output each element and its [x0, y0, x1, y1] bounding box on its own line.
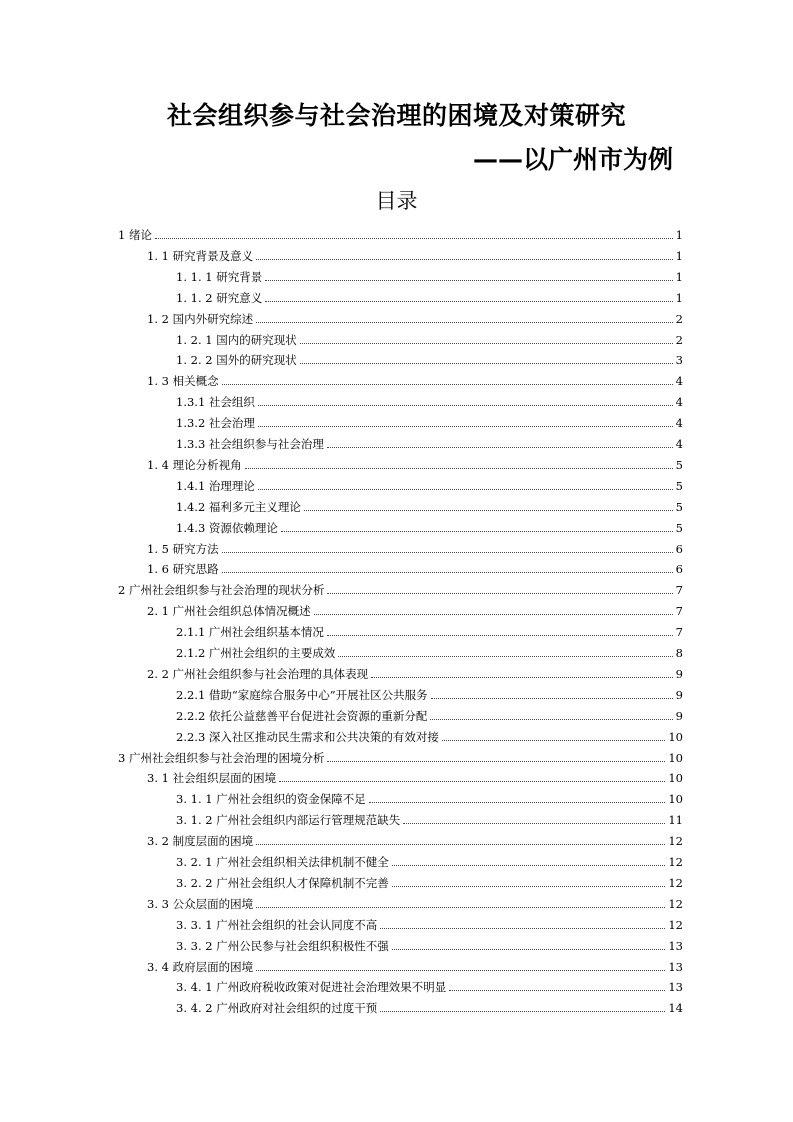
- toc-entry-label: 3. 3 公众层面的困境: [147, 896, 254, 911]
- toc-entry-label: 1. 2. 1 国内的研究现状: [176, 332, 297, 347]
- toc-entry-label: 2.2.2 依托公益慈善平台促进社会资源的重新分配: [176, 708, 428, 723]
- toc-dot-leader: [155, 238, 673, 239]
- toc-entry-label: 1.4.2 福利多元主义理论: [176, 499, 301, 514]
- toc-dot-leader: [256, 970, 665, 971]
- toc-dot-leader: [222, 572, 673, 573]
- toc-entry-page-number: 7: [675, 583, 683, 598]
- toc-entry-label: 3. 1. 2 广州社会组织内部运行管理规范缺失: [176, 813, 401, 828]
- toc-entry[interactable]: [147, 661, 683, 681]
- toc-entry-label: 3. 2. 1 广州社会组织相关法律机制不健全: [176, 855, 389, 869]
- toc-entry[interactable]: [176, 786, 683, 806]
- toc-dot-leader: [258, 489, 673, 490]
- document-title: 社会组织参与社会治理的困境及对策研究: [166, 101, 626, 130]
- toc-entry-label: 3. 4 政府层面的困境: [147, 959, 254, 974]
- toc-entry[interactable]: [147, 765, 683, 785]
- toc-dot-leader: [392, 886, 666, 887]
- toc-entry[interactable]: [176, 494, 683, 514]
- toc-entry[interactable]: [176, 264, 683, 284]
- toc-dot-leader: [304, 510, 673, 511]
- toc-entry-page-number: 3: [675, 353, 683, 368]
- toc-entry[interactable]: [176, 347, 683, 367]
- toc-entry[interactable]: [176, 912, 683, 932]
- toc-entry-page-number: 5: [675, 499, 683, 514]
- toc-dot-leader: [256, 907, 665, 908]
- toc-entry[interactable]: [176, 974, 683, 994]
- toc-entry-page-number: 2: [675, 332, 683, 347]
- toc-dot-leader: [222, 384, 673, 385]
- toc-entry-label: 1.3.3 社会组织参与社会治理: [176, 437, 324, 451]
- toc-entry-page-number: 11: [668, 813, 683, 828]
- toc-entry-page-number: 5: [675, 478, 683, 493]
- toc-entry-page-number: 1: [675, 228, 683, 242]
- toc-dot-leader: [431, 698, 673, 699]
- toc-entry-label: 3. 3. 2 广州公民参与社会组织积极性不强: [176, 938, 389, 953]
- toc-dot-leader: [327, 761, 665, 762]
- toc-entry-page-number: 14: [668, 1001, 683, 1016]
- toc-entry[interactable]: [176, 285, 683, 305]
- toc-entry-label: 1. 2. 2 国外的研究现状: [176, 353, 297, 368]
- toc-entry[interactable]: [176, 682, 683, 702]
- toc-entry-page-number: 10: [668, 750, 683, 765]
- toc-entry-label: 2. 2 广州社会组织参与社会治理的具体表现: [147, 666, 369, 681]
- toc-dot-leader: [300, 343, 673, 344]
- toc-entry-label: 3. 1. 1 广州社会组织的资金保障不足: [176, 792, 366, 807]
- toc-entry[interactable]: [176, 619, 683, 639]
- toc-entry-label: 3. 2 制度层面的困境: [147, 834, 254, 849]
- toc-entry-label: 1. 5 研究方法: [147, 541, 219, 556]
- toc-entry[interactable]: [176, 389, 683, 409]
- toc-entry[interactable]: [176, 431, 683, 451]
- toc-entry-page-number: 13: [668, 959, 683, 974]
- toc-entry[interactable]: [147, 598, 683, 618]
- toc-entry[interactable]: [147, 243, 683, 263]
- toc-entry-page-number: 9: [675, 666, 683, 681]
- toc-entry[interactable]: [176, 995, 683, 1015]
- toc-entry[interactable]: [147, 828, 683, 848]
- toc-entry-page-number: 9: [675, 708, 683, 723]
- toc-dot-leader: [256, 322, 673, 323]
- toc-entry-label: 1. 2 国内外研究综述: [147, 311, 254, 326]
- toc-entry-page-number: 1: [675, 269, 683, 284]
- toc-dot-leader: [380, 928, 665, 929]
- toc-entry-label: 1. 1 研究背景及意义: [147, 248, 254, 263]
- toc-entry-label: 3. 4. 2 广州政府对社会组织的过度干预: [176, 1001, 378, 1016]
- toc-entry[interactable]: [176, 807, 683, 827]
- toc-entry-page-number: 4: [675, 395, 683, 410]
- toc-dot-leader: [245, 468, 673, 469]
- toc-entry-page-number: 12: [668, 855, 683, 869]
- toc-entry[interactable]: [176, 870, 683, 890]
- toc-entry-page-number: 12: [668, 896, 683, 911]
- toc-entry[interactable]: [147, 556, 683, 576]
- toc-entry-label: 3. 2. 2 广州社会组织人才保障机制不完善: [176, 875, 389, 890]
- toc-entry-label: 2. 1 广州社会组织总体情况概述: [147, 604, 311, 619]
- toc-dot-leader: [281, 531, 673, 532]
- toc-entry[interactable]: [176, 933, 683, 953]
- toc-entry-page-number: 13: [668, 980, 683, 995]
- toc-entry-page-number: 13: [668, 938, 683, 953]
- toc-entry[interactable]: [176, 724, 683, 744]
- toc-entry-label: 2.1.2 广州社会组织的主要成效: [176, 646, 336, 660]
- toc-entry-label: 2 广州社会组织参与社会治理的现状分析: [118, 583, 325, 598]
- toc-entry-page-number: 5: [675, 520, 683, 535]
- toc-dot-leader: [392, 949, 666, 950]
- toc-entry-label: 1. 4 理论分析视角: [147, 457, 242, 472]
- toc-entry-label: 3. 1 社会组织层面的困境: [147, 771, 277, 786]
- toc-dot-leader: [258, 426, 673, 427]
- toc-entry-label: 1.3.2 社会治理: [176, 416, 255, 431]
- toc-dot-leader: [371, 677, 673, 678]
- toc-dot-leader: [327, 447, 673, 448]
- toc-entry-label: 1.4.3 资源依赖理论: [176, 520, 278, 535]
- toc-entry-label: 3 广州社会组织参与社会治理的困境分析: [118, 750, 325, 765]
- toc-dot-leader: [380, 1011, 665, 1012]
- toc-entry[interactable]: [147, 954, 683, 974]
- toc-entry-page-number: 5: [675, 457, 683, 472]
- toc-entry-page-number: 8: [675, 646, 683, 660]
- toc-dot-leader: [442, 740, 665, 741]
- toc-heading: 目录: [375, 189, 418, 213]
- toc-entry-label: 1.3.1 社会组织: [176, 395, 255, 410]
- toc-entry[interactable]: [176, 327, 683, 347]
- toc-dot-leader: [256, 259, 673, 260]
- toc-entry[interactable]: [147, 536, 683, 556]
- toc-entry-page-number: 12: [668, 875, 683, 890]
- toc-dot-leader: [256, 844, 665, 845]
- toc-entry-page-number: 12: [668, 917, 683, 932]
- toc-dot-leader: [314, 614, 673, 615]
- toc-dot-leader: [392, 865, 666, 866]
- toc-entry-page-number: 7: [675, 625, 683, 640]
- toc-entry-page-number: 9: [675, 687, 683, 702]
- toc-entry[interactable]: [147, 306, 683, 326]
- toc-entry[interactable]: [118, 745, 683, 765]
- toc-entry[interactable]: [176, 640, 683, 660]
- toc-entry[interactable]: [176, 515, 683, 535]
- toc-entry-page-number: 4: [675, 437, 683, 451]
- toc-entry-page-number: 4: [675, 374, 683, 389]
- toc-entry-label: 1 绪论: [118, 228, 152, 242]
- toc-entry[interactable]: [147, 368, 683, 388]
- toc-entry-page-number: 10: [668, 792, 683, 807]
- toc-entry[interactable]: [147, 891, 683, 911]
- toc-dot-leader: [258, 405, 673, 406]
- toc-entry-label: 3. 4. 1 广州政府税收政策对促进社会治理效果不明显: [176, 980, 447, 995]
- toc-dot-leader: [449, 990, 665, 991]
- toc-entry-page-number: 6: [675, 562, 683, 577]
- toc-entry-label: 1.4.1 治理理论: [176, 478, 255, 493]
- toc-entry-label: 1. 1. 1 研究背景: [176, 269, 263, 284]
- toc-entry-page-number: 4: [675, 416, 683, 431]
- toc-dot-leader: [265, 301, 672, 302]
- toc-entry-label: 2.1.1 广州社会组织基本情况: [176, 625, 324, 640]
- toc-entry-label: 1. 3 相关概念: [147, 374, 219, 389]
- document-subtitle: ——以广州市为例: [472, 145, 673, 174]
- toc-entry-page-number: 10: [668, 771, 683, 786]
- toc-dot-leader: [430, 719, 672, 720]
- toc-dot-leader: [300, 363, 673, 364]
- toc-entry-page-number: 10: [668, 729, 683, 744]
- toc-entry-page-number: 7: [675, 604, 683, 619]
- toc-entry[interactable]: [118, 222, 683, 242]
- toc-entry-page-number: 12: [668, 834, 683, 849]
- toc-dot-leader: [265, 280, 672, 281]
- toc-entry-label: 1. 6 研究思路: [147, 562, 219, 577]
- toc-entry-label: 3. 3. 1 广州社会组织的社会认同度不高: [176, 917, 378, 932]
- toc-dot-leader: [222, 552, 673, 553]
- toc-entry[interactable]: [176, 703, 683, 723]
- toc-dot-leader: [279, 781, 665, 782]
- toc-dot-leader: [369, 802, 666, 803]
- toc-entry-label: 1. 1. 2 研究意义: [176, 290, 263, 305]
- toc-dot-leader: [327, 593, 672, 594]
- toc-entry[interactable]: [147, 452, 683, 472]
- toc-entry-page-number: 1: [675, 290, 683, 305]
- toc-entry[interactable]: [176, 849, 683, 869]
- toc-dot-leader: [403, 823, 665, 824]
- toc-entry-page-number: 6: [675, 541, 683, 556]
- toc-entry-page-number: 1: [675, 248, 683, 263]
- toc-entry[interactable]: [176, 410, 683, 430]
- toc-dot-leader: [338, 656, 672, 657]
- toc-entry[interactable]: [118, 577, 683, 597]
- toc-entry-page-number: 2: [675, 311, 683, 326]
- toc-entry-label: 2.2.1 借助“家庭综合服务中心”开展社区公共服务: [176, 687, 428, 702]
- toc-entry[interactable]: [176, 473, 683, 493]
- toc-dot-leader: [327, 635, 673, 636]
- toc-entry-label: 2.2.3 深入社区推动民生需求和公共决策的有效对接: [176, 729, 439, 744]
